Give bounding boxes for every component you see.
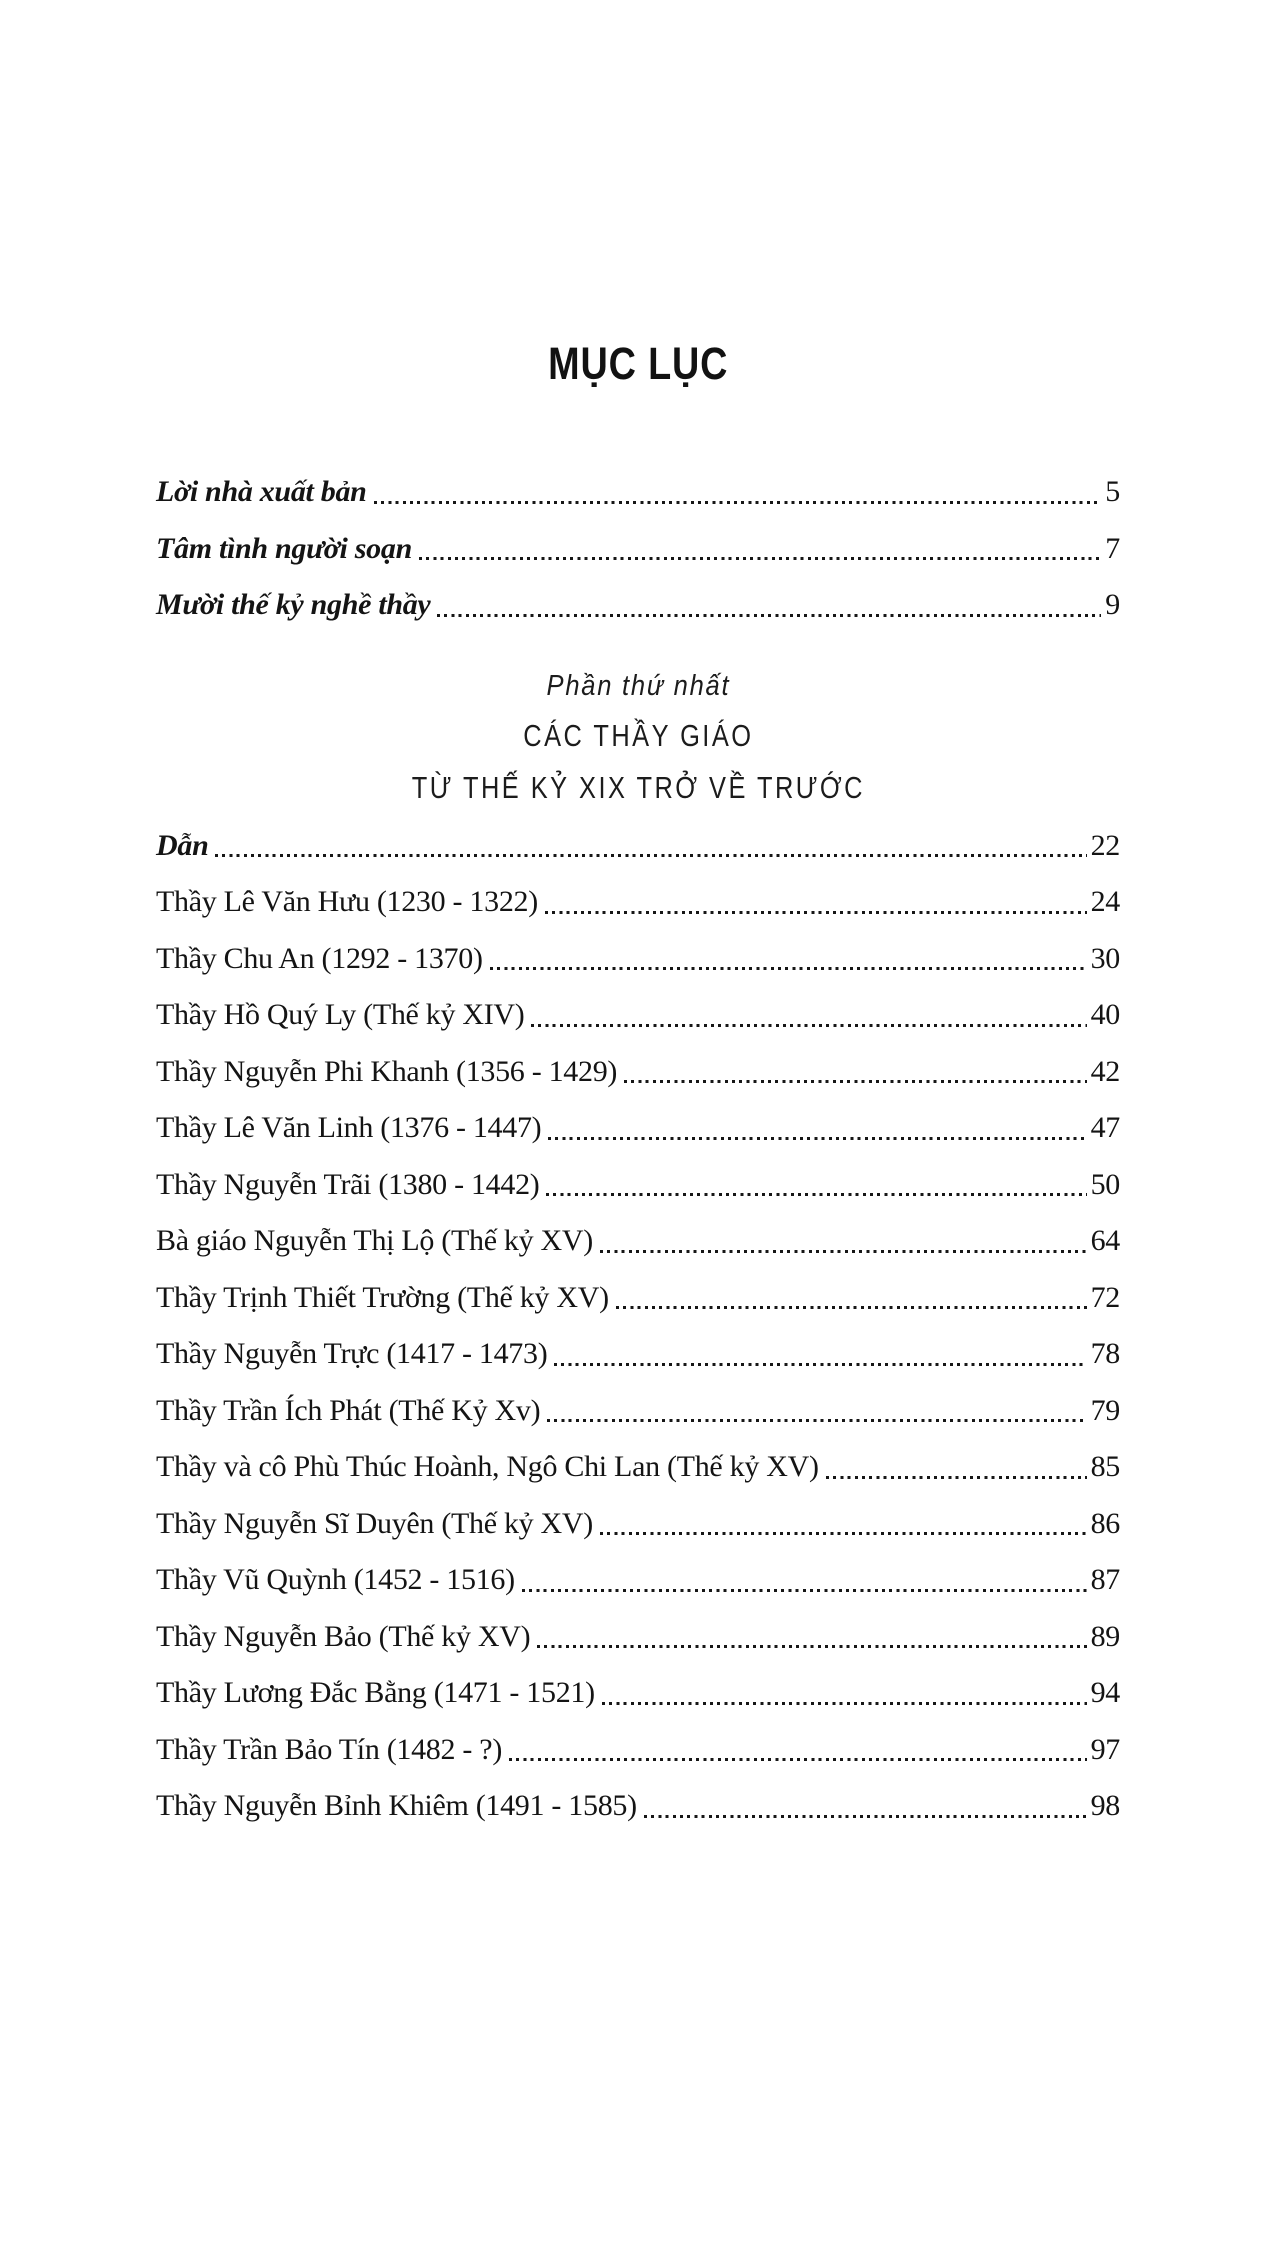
toc-entry-label: Tâm tình người soạn (156, 531, 412, 565)
toc-row (156, 931, 1120, 988)
section-title-line2-text: TỪ THẾ KỶ XIX TRỞ VỀ TRƯỚC (411, 769, 865, 805)
toc-row (156, 1722, 1120, 1779)
toc-entry-label: Thầy Nguyễn Trãi (1380 - 1442) (156, 1167, 540, 1201)
toc-entry-page-number: 47 (1090, 1111, 1120, 1144)
toc-row (156, 464, 1120, 521)
toc-entry-label: Lời nhà xuất bản (156, 475, 367, 508)
toc-entry-page-number: 97 (1090, 1732, 1120, 1766)
toc-row (156, 1326, 1120, 1383)
toc-entry-label: Thầy Vũ Quỳnh (1452 - 1516) (156, 1563, 515, 1596)
toc-entry-label: Thầy Nguyễn Phi Khanh (1356 - 1429) (156, 1054, 618, 1088)
section-kicker-text: Phần thứ nhất (546, 669, 730, 702)
toc-row (156, 1665, 1120, 1722)
toc-row (156, 1383, 1120, 1440)
section-title-line1-text: CÁC THẦY GIÁO (522, 717, 754, 753)
toc-entry-page-number: 40 (1090, 998, 1120, 1031)
dot-leader (602, 1702, 1087, 1705)
toc-row (156, 987, 1120, 1044)
toc-entry-page-number: 30 (1090, 941, 1120, 975)
toc-entry-page-number: 78 (1090, 1337, 1120, 1370)
toc-entry-label: Thầy Lê Văn Linh (1376 - 1447) (156, 1111, 542, 1144)
toc-row (156, 874, 1120, 931)
toc-entry-label: Bà giáo Nguyễn Thị Lộ (Thế kỷ XV) (156, 1224, 593, 1257)
toc-entry-label: Thầy Nguyễn Sĩ Duyên (Thế kỷ XV) (156, 1506, 593, 1540)
toc-entry-page-number: 64 (1090, 1224, 1120, 1257)
toc-entry-page-number: 5 (1105, 475, 1120, 508)
dot-leader (215, 854, 1086, 857)
dot-leader (537, 1645, 1086, 1648)
toc-entry-label: Mười thế kỷ nghề thầy (156, 588, 431, 621)
toc-row (156, 1157, 1120, 1214)
toc-row (156, 1778, 1120, 1835)
page-title-wrap (156, 340, 1120, 388)
dot-leader (600, 1250, 1087, 1253)
toc-entry-page-number: 7 (1105, 531, 1120, 565)
toc-entry-label: Thầy Hồ Quý Ly (Thế kỷ XIV) (156, 998, 525, 1031)
dot-leader (600, 1532, 1087, 1535)
section-heading (156, 662, 1120, 814)
toc-entry-page-number: 89 (1090, 1619, 1120, 1653)
toc-entry-label: Thầy Lê Văn Hưu (1230 - 1322) (156, 885, 538, 918)
toc-entry-page-number: 86 (1090, 1506, 1120, 1540)
section-kicker (156, 662, 1120, 710)
toc-entry-page-number: 79 (1090, 1393, 1120, 1427)
dot-leader (548, 1137, 1086, 1140)
toc-row (156, 1552, 1120, 1609)
toc-entry-page-number: 85 (1090, 1450, 1120, 1483)
toc-entry-page-number: 22 (1090, 828, 1120, 862)
toc-row (156, 1439, 1120, 1496)
toc-row (156, 1270, 1120, 1327)
toc-entry-page-number: 50 (1090, 1167, 1120, 1201)
dot-leader (545, 911, 1087, 914)
dot-leader (826, 1476, 1087, 1479)
toc-row (156, 577, 1120, 634)
toc-row (156, 818, 1120, 875)
toc-entry-label: Thầy Trần Ích Phát (Thế Kỷ Xv) (156, 1393, 541, 1427)
toc-row (156, 1496, 1120, 1553)
toc-entry-label: Thầy Chu An (1292 - 1370) (156, 941, 483, 975)
dot-leader (522, 1589, 1087, 1592)
dot-leader (509, 1758, 1087, 1761)
toc-entry-label: Thầy Nguyễn Bảo (Thế kỷ XV) (156, 1619, 531, 1653)
toc-entry-label: Thầy và cô Phù Thúc Hoành, Ngô Chi Lan (Thế kỷ XV) (156, 1450, 819, 1483)
dot-leader (644, 1815, 1087, 1818)
dot-leader (374, 501, 1102, 504)
toc-row (156, 521, 1120, 578)
toc-entry-page-number: 94 (1090, 1676, 1120, 1709)
dot-leader (554, 1363, 1086, 1366)
toc-entry-label: Thầy Nguyễn Bỉnh Khiêm (1491 - 1585) (156, 1789, 637, 1822)
toc-entries-list (156, 818, 1120, 1835)
toc-row (156, 1100, 1120, 1157)
dot-leader (437, 614, 1101, 617)
toc-entry-label: Thầy Trịnh Thiết Trường (Thế kỷ XV) (156, 1280, 609, 1314)
section-title-line1 (156, 710, 1120, 762)
dot-leader (531, 1024, 1086, 1027)
front-matter-list (156, 464, 1120, 634)
dot-leader (616, 1306, 1087, 1309)
dot-leader (419, 557, 1101, 560)
toc-entry-page-number: 9 (1105, 588, 1120, 621)
toc-row (156, 1044, 1120, 1101)
dot-leader (624, 1080, 1087, 1083)
toc-entry-label: Thầy Trần Bảo Tín (1482 - ?) (156, 1732, 503, 1766)
toc-entry-page-number: 98 (1090, 1789, 1120, 1822)
toc-row (156, 1213, 1120, 1270)
section-title-line2 (156, 762, 1120, 814)
toc-entry-page-number: 72 (1090, 1280, 1120, 1314)
dot-leader (490, 967, 1087, 970)
toc-entry-page-number: 24 (1090, 885, 1120, 918)
page-title: MỤC LỤC (547, 338, 729, 389)
dot-leader (546, 1193, 1086, 1196)
toc-entry-page-number: 42 (1090, 1054, 1120, 1088)
toc-entry-label: Thầy Nguyễn Trực (1417 - 1473) (156, 1337, 548, 1370)
toc-entry-page-number: 87 (1090, 1563, 1120, 1596)
toc-entry-label: Thầy Lương Đắc Bằng (1471 - 1521) (156, 1676, 595, 1709)
toc-page (0, 340, 1276, 2262)
toc-entry-label: Dẫn (156, 828, 209, 862)
toc-row (156, 1609, 1120, 1666)
dot-leader (547, 1419, 1086, 1422)
